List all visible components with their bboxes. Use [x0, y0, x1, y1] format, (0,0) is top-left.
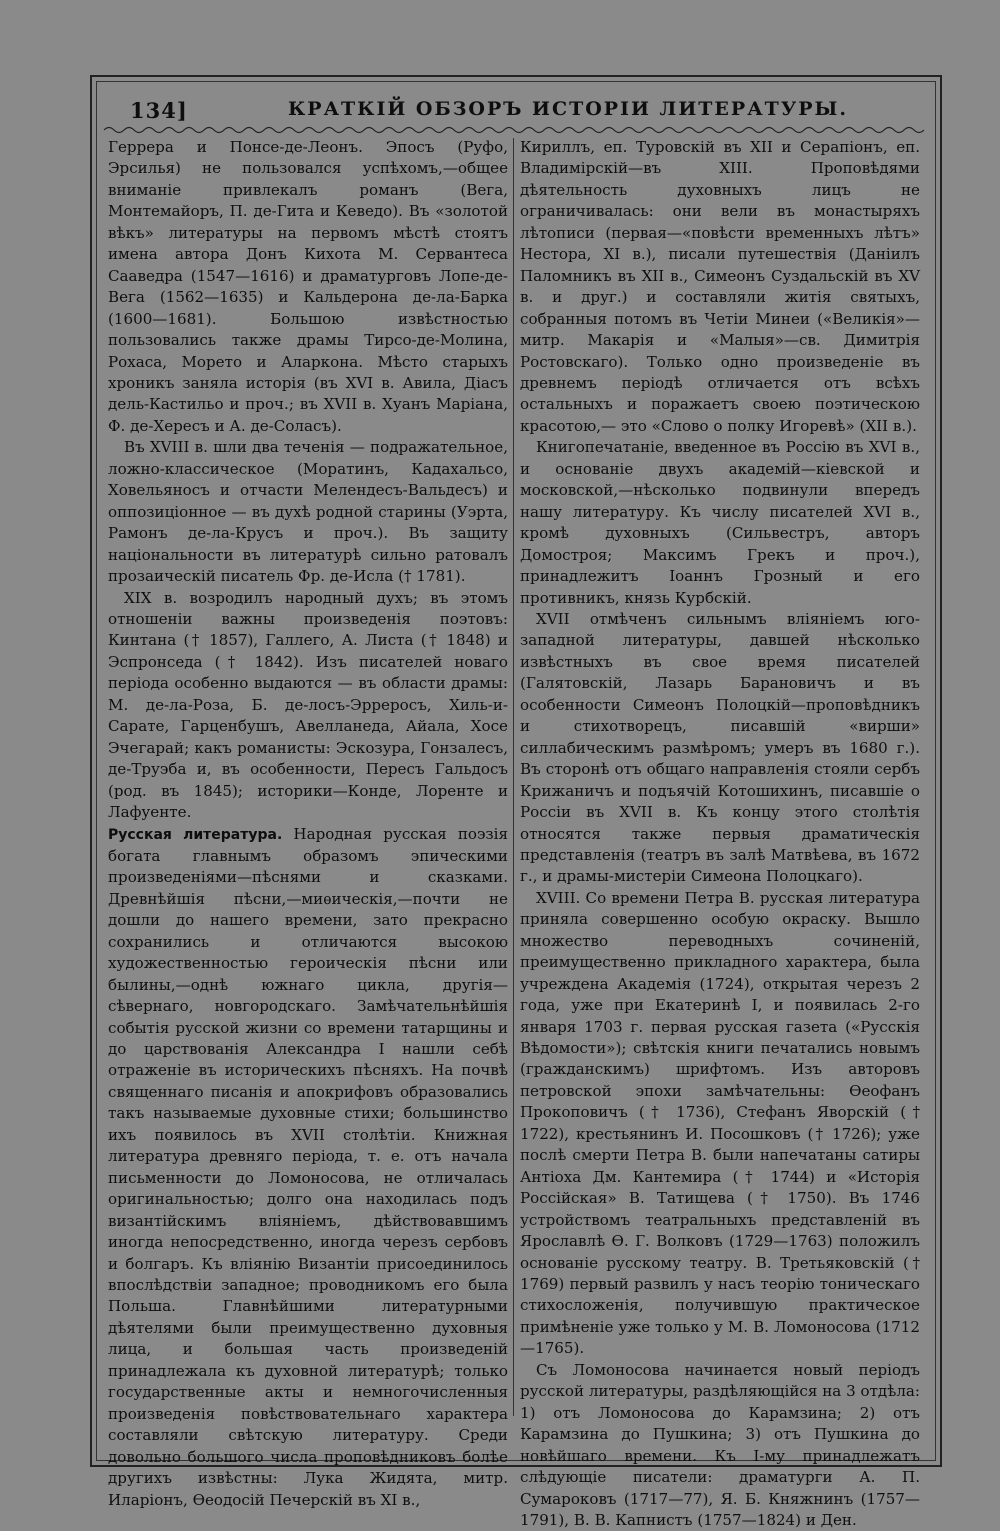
section-heading: Русская литература. [108, 826, 283, 843]
left-column [108, 137, 508, 1509]
section-text: Народная русская поэзія богата главнымъ образомъ эпическими произведеніями—пѣснями и сказками. Древнѣйшія пѣсни,—миѳическія,—почти не дошли до нашего времени, зато прекрасно сохранились и отличаются высокою художественностью героическія пѣсни или былины,—однѣ южнаго цикла, другія—сѣвернаго, новгородскаго. Замѣчательнѣйшія событія русской жизни со времени татарщины и до царствованія Александра I нашли себѣ отраженіе въ историческихъ пѣсняхъ. На почвѣ священнаго писанія и апокрифовъ образовались такъ называемые духовные стихи; большинство ихъ появилось въ XVII столѣтіи. Книжная литература древняго періода, т. е. отъ начала письменности до Ломоносова, не отличалась оригинальностью; долго она находилась подъ византійскимъ вліяніемъ, дѣйствовавшимъ иногда непосредственно, иногда черезъ сербовъ и болгаръ. Къ вліянію Византіи присоединилось впослѣдствіи западное; проводникомъ его была Польша. Главнѣйшими литературными дѣятелями были преимущественно духовныя лица, и большая часть произведеній принадлежала къ духовной литературѣ; только государственные акты и немногочисленныя произведенія повѣствовательнаго характера составляли свѣтскую литературу. Среди довольно большого числа проповѣдниковъ болѣе другихъ извѣстны: Лука Жидята, митр. Иларіонъ, Ѳеодосій Печерскій въ XI в., [108, 824, 508, 1509]
paragraph: Геррера и Понсе-де-Леонъ. Эпосъ (Руфо, Эрсилья) не пользовался успѣхомъ,—общее вниманіе привлекалъ романъ (Вега, Монтемайоръ, П. де-Гита и Кеведо). Въ «золотой вѣкъ» литературы на первомъ мѣстѣ стоятъ имена автора Донъ Кихота М. Сервантеса Сааведра (1547—1616) и драматурговъ Лопе-де-Вега (1562—1635) и Кальдерона де-ла-Барка (1600—1681). Большою извѣстностью пользовались также драмы Тирсо-де-Молина, Рохаса, Морето и Аларкона. Мѣсто старыхъ хроникъ заняла исторія (въ XVI в. Авила, Діасъ дель-Кастильо и проч.; въ XVII в. Хуанъ Маріана, Ф. де-Хересъ и А. де-Соласъ). [108, 138, 508, 435]
paragraph: XIX в. возродилъ народный духъ; въ этомъ отношеніи важны произведенія поэтовъ: Кинтана († 1857), Галлего, А. Листа († 1848) и Эспронседа († 1842). Изъ писателей новаго періода особенно выдаются — въ области драмы: М. де-ла-Роза, Б. де-лосъ-Эрреросъ, Хиль-и-Сарате, Гарценбушъ, Авелланеда, Айала, Хосе Эчегарай; какъ романисты: Эскозура, Гонзалесъ, де-Труэба и, въ особенности, Пересъ Гальдосъ (род. въ 1845); историки—Конде, Лоренте и Лафуенте. [108, 588, 508, 822]
paragraph: Кириллъ, еп. Туровскій въ XII и Серапіонъ, еп. Владимірскій—въ XIII. Проповѣдями дѣятельность духовныхъ лицъ не ограничивалась: они вели въ монастыряхъ лѣтописи (первая—«повѣсти временныхъ лѣтъ» Нестора, XI в.), писали путешествія (Даніилъ Паломникъ въ XII в., Симеонъ Суздальскій въ XV в. и друг.) и составляли житія святыхъ, собранныя потомъ въ Четіи Минеи («Великія»—митр. Макарія и «Малыя»—св. Димитрія Ростовскаго). Только одно произведеніе въ древнемъ періодѣ отличается отъ всѣхъ остальныхъ и поражаетъ своею поэтическою красотою,— это «Слово о полку Игоревѣ» (XII в.). [520, 138, 920, 435]
paragraph: XVIII. Со времени Петра В. русская литература приняла совершенно особую окраску. Вышло множество переводныхъ сочиненій, преимущественно прикладного характера, была учреждена Академія (1724), открытая черезъ 2 года, уже при Екатеринѣ I, и появилась 2-го января 1703 г. первая русская газета («Русскія Вѣдомости»); свѣтскія книги печатались новымъ (гражданскимъ) шрифтомъ. Изъ авторовъ петровской эпохи замѣчательны: Ѳеофанъ Прокоповичъ († 1736), Стефанъ Яворскій († 1722), крестьянинъ И. Посошковъ († 1726); уже послѣ смерти Петра В. были напечатаны сатиры Антіоха Дм. Кантемира († 1744) и «Исторія Россійская» В. Татищева († 1750). Въ 1746 устройствомъ театральныхъ представленій въ Ярославлѣ Ѳ. Г. Волковъ (1729—1763) положилъ основаніе русскому театру. В. Третьяковскій († 1769) первый развилъ у насъ теорію тоническаго стихосложенія, получившую практическое примѣненіе уже только у М. В. Ломоносова (1712—1765). [520, 888, 920, 1358]
running-title: КРАТКІЙ ОБЗОРЪ ИСТОРІИ ЛИТЕРАТУРЫ. [288, 98, 848, 120]
paragraph: Книгопечатаніе, введенное въ Россію въ XVI в., и основаніе двухъ академій—кіевской и московской,—нѣсколько подвинули впередъ нашу литературу. Къ числу писателей XVI в., кромѣ духовныхъ (Сильвестръ, авторъ Домостроя; Максимъ Грекъ и проч.), принадлежитъ Іоаннъ Грозный и его противникъ, князь Курбскій. [520, 438, 920, 607]
decorative-wavy-rule [104, 124, 926, 136]
paragraph: Съ Ломоносова начинается новый періодъ русской литературы, раздѣляющійся на 3 отдѣла: 1) отъ Ломоносова до Карамзина; 2) отъ Карамзина до Пушкина; 3) отъ Пушкина до новѣйшаго времени. Къ I-му принадлежатъ слѣдующіе писатели: драматурги А. П. Сумароковъ (1717—77), Я. Б. Княжнинъ (1757—1791), В. В. Капнистъ (1757—1824) и Ден. [520, 1360, 920, 1529]
section-paragraph [108, 824, 508, 1512]
page-number: 134] [130, 98, 188, 123]
column-divider [513, 138, 514, 1416]
paragraph: Въ XVIII в. шли два теченія — подражательное, ложно-классическое (Моратинъ, Кадахальсо, Ховельяносъ и отчасти Мелендесъ-Вальдесъ) и оппозиціонное — въ духѣ родной старины (Уэрта, Рамонъ де-ла-Крусъ и проч.). Въ защиту національности въ литературѣ сильно ратовалъ прозаическій писатель Фр. де-Исла († 1781). [108, 438, 508, 586]
right-column [520, 137, 920, 1529]
paragraph: XVII отмѣченъ сильнымъ вліяніемъ юго-западной литературы, давшей нѣсколько извѣстныхъ въ свое время писателей (Галятовскій, Лазарь Барановичъ и въ особенности Симеонъ Полоцкій—проповѣдникъ и стихотворецъ, писавшій «вирши» силлабическимъ размѣромъ; умеръ въ 1680 г.). Въ сторонѣ отъ общаго направленія стояли сербъ Крижаничъ и подъячій Котошихинъ, писавшіе о Россіи въ XVII в. Къ концу этого столѣтія относятся также первыя драматическія представленія (театръ въ залѣ Матвѣева, въ 1672 г., и драмы-мистеріи Симеона Полоцкаго). [520, 609, 920, 886]
